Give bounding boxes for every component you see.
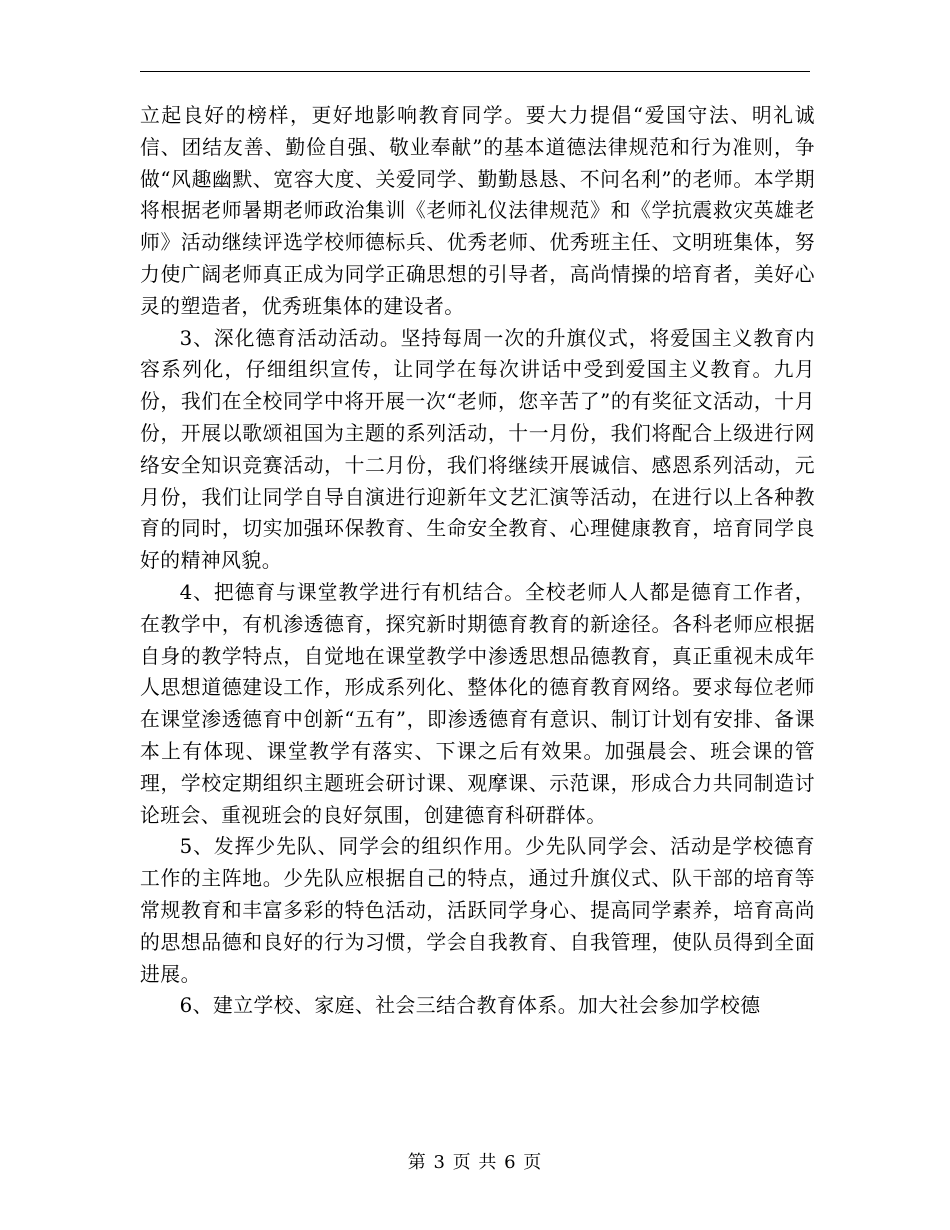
document-body bbox=[140, 100, 815, 1022]
paragraph-item-6: 6、建立学校、家庭、社会三结合教育体系。加大社会参加学校德 bbox=[179, 994, 761, 1018]
paragraph-item-5: 5、发挥少先队、同学会的组织作用。少先队同学会、活动是学校德育工作的主阵地。少先队应根据自己的特点，通过升旗仪式、队干部的培育等常规教育和丰富多彩的特色活动，活跃同学身心、提高同学素养，培育高尚的思想品德和良好的行为习惯，学会自我教育、自我管理，使队员得到全面进展。 bbox=[140, 835, 815, 986]
page-number-footer: 第 3 页 共 6 页 bbox=[407, 1152, 543, 1173]
header-rule bbox=[140, 71, 810, 72]
paragraph-item-4: 4、把德育与课堂教学进行有机结合。全校老师人人都是德育工作者，在教学中，有机渗透德育，探究新时期德育教育的新途径。各科老师应根据自身的教学特点，自觉地在课堂教学中渗透思想品德教育，真正重视未成年人思想道德建设工作，形成系列化、整体化的德育教育网络。要求每位老师在课堂渗透德育中创新“五有”，即渗透德育有意识、制订计划有安排、备课本上有体现、课堂教学有落实、下课之后有效果。加强晨会、班会课的管理，学校定期组织主题班会研讨课、观摩课、示范课，形成合力共同制造讨论班会、重视班会的良好氛围，创建德育科研群体。 bbox=[140, 580, 815, 827]
paragraph-item-3: 3、深化德育活动活动。坚持每周一次的升旗仪式，将爱国主义教育内容系列化，仔细组织宣传，让同学在每次讲话中受到爱国主义教育。九月份，我们在全校同学中将开展一次“老师，您辛苦了”的有奖征文活动，十月份，开展以歌颂祖国为主题的系列活动，十一月份，我们将配合上级进行网络安全知识竞赛活动，十二月份，我们将继续开展诚信、感恩系列活动，元月份，我们让同学自导自演进行迎新年文艺汇演等活动，在进行以上各种教育的同时，切实加强环保教育、生命安全教育、心理健康教育，培育同学良好的精神风貌。 bbox=[140, 326, 815, 573]
paragraph-continued: 立起良好的榜样，更好地影响教育同学。要大力提倡“爱国守法、明礼诚信、团结友善、勤俭自强、敬业奉献”的基本道德法律规范和行为准则，争做“风趣幽默、宽容大度、关爱同学、勤勤恳恳、不问名利”的老师。本学期将根据老师暑期老师政治集训《老师礼仪法律规范》和《学抗震救灾英雄老师》活动继续评选学校师德标兵、优秀老师、优秀班主任、文明班集体，努力使广阔老师真正成为同学正确思想的引导者，高尚情操的培育者，美好心灵的塑造者，优秀班集体的建设者。 bbox=[140, 104, 815, 318]
